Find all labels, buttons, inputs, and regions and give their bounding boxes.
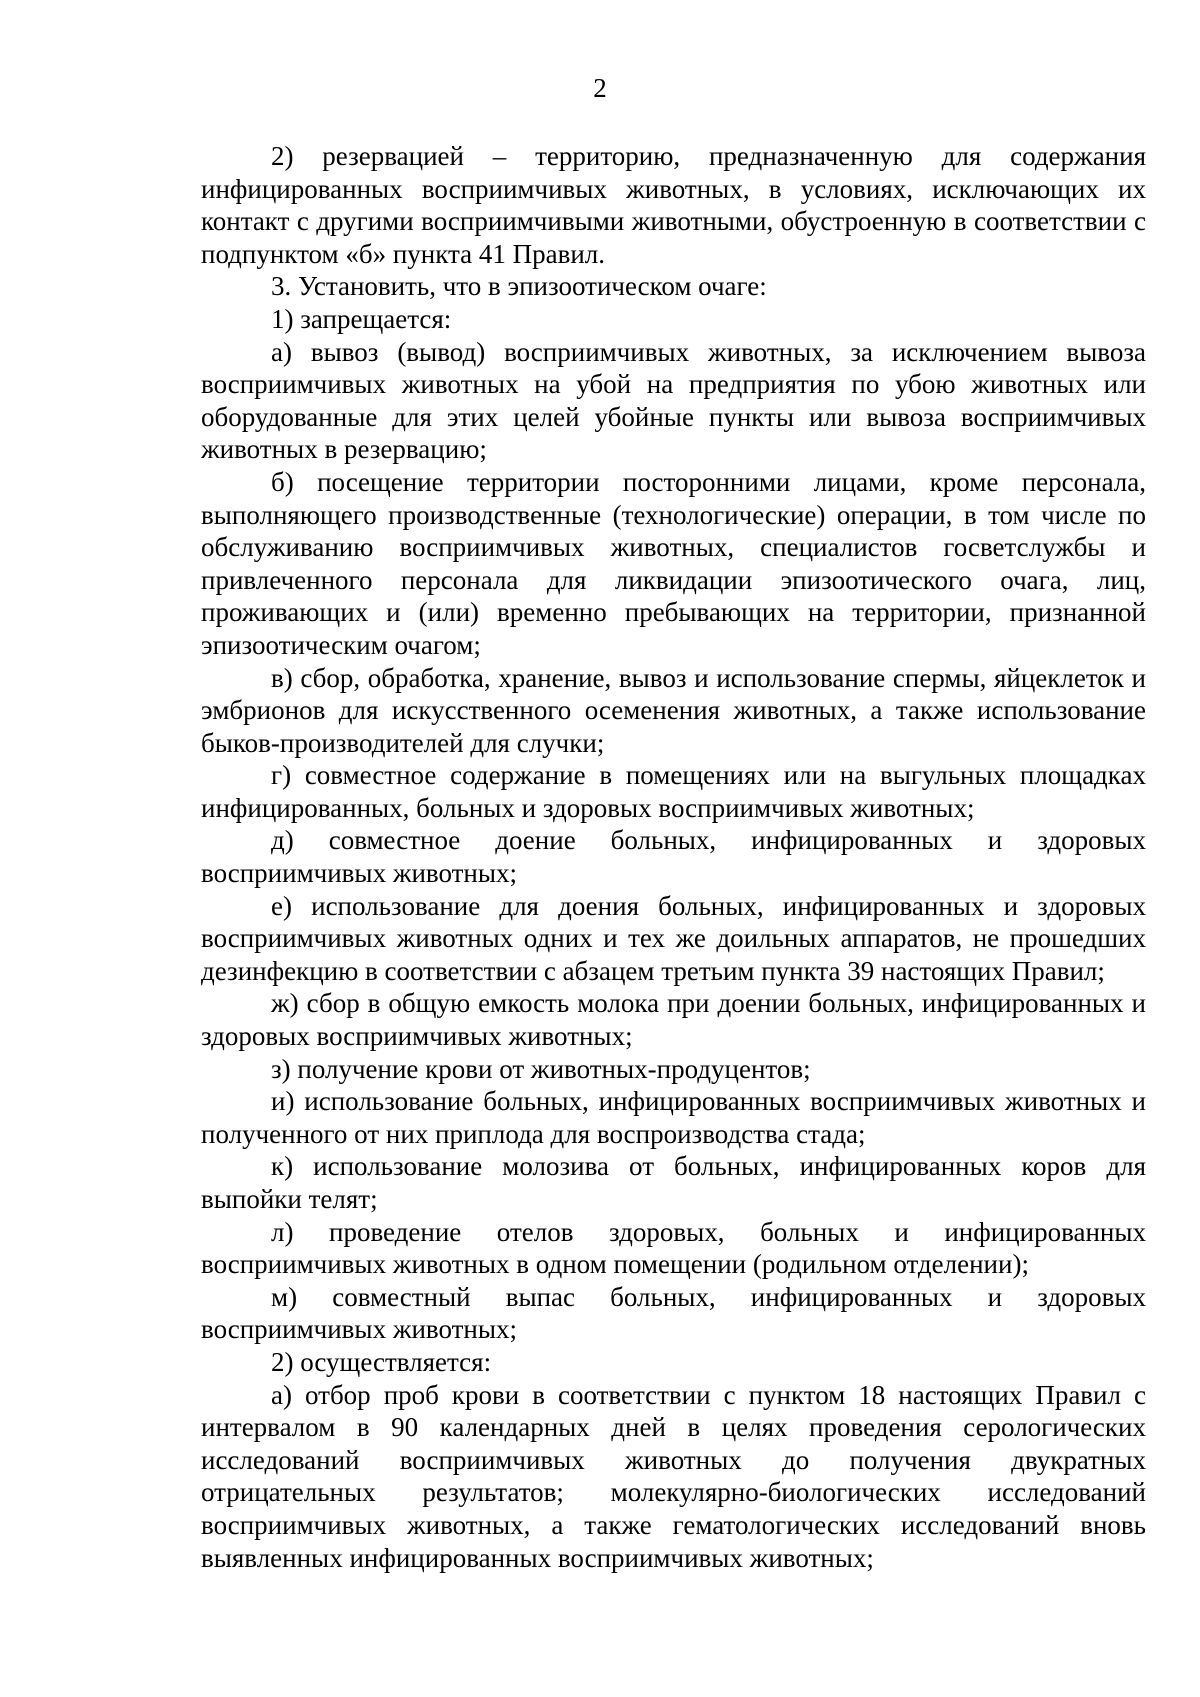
paragraph-reservation-definition: 2) резервацией – территорию, предназначенную для содержания инфицированных восприимчивых животных, в условиях, исключающих их контакт с другими восприимчивыми животными, обустроенную в соответствии с подпунктом «б» пункта 41 Правил. xyxy=(201,141,1146,269)
document-body xyxy=(201,140,1146,1574)
paragraph-subitem-d: д) совместное доение больных, инфицированных и здоровых восприимчивых животных; xyxy=(201,825,1146,889)
paragraph-performed-subitem-a: а) отбор проб крови в соответствии с пунктом 18 настоящих Правил с интервалом в 90 календарных дней в целях проведения серологических исследований восприимчивых животных до получения двукратных отрицательных результатов; молекулярно-биологических исследований восприимчивых животных, а также гематологических исследований вновь выявленных инфицированных восприимчивых животных; xyxy=(201,1379,1146,1573)
page-number: 2 xyxy=(593,73,607,103)
paragraph-subitem-zh: ж) сбор в общую емкость молока при доении больных, инфицированных и здоровых восприимчивых животных; xyxy=(201,988,1146,1052)
paragraph-subitem-k: к) использование молозива от больных, инфицированных коров для выпойки телят; xyxy=(201,1151,1146,1214)
paragraph-subitem-a: а) вывоз (вывод) восприимчивых животных, за исключением вывоза восприимчивых животных на убой на предприятия по убою животных или оборудованные для этих целей убойные пункты или вывоза восприимчивых животных в резервацию; xyxy=(201,336,1146,465)
paragraph-subitem-g: г) совместное содержание в помещениях или на выгульных площадках инфицированных, больных и здоровых восприимчивых животных; xyxy=(201,760,1146,823)
paragraph-performed-heading: 2) осуществляется: xyxy=(271,1346,492,1377)
paragraph-subitem-b: б) посещение территории посторонними лицами, кроме персонала, выполняющего производственные (технологические) операции, в том числе по обслуживанию восприимчивых животных, специалистов госветслужбы и привлеченного персонала для ликвидации эпизоотического очага, лиц, проживающих и (или) временно пребывающих на территории, признанной эпизоотическим очагом; xyxy=(201,466,1146,660)
paragraph-subitem-l: л) проведение отелов здоровых, больных и инфицированных восприимчивых животных в одном помещении (родильном отделении); xyxy=(201,1216,1146,1280)
paragraph-prohibited-heading: 1) запрещается: xyxy=(271,303,452,334)
paragraph-subitem-v: в) сбор, обработка, хранение, вывоз и использование спермы, яйцеклеток и эмбрионов для искусственного осеменения животных, а также использование быков-производителей для случки; xyxy=(201,662,1146,758)
paragraph-subitem-i: и) использование больных, инфицированных восприимчивых животных и полученного от них приплода для воспроизводства стада; xyxy=(201,1086,1146,1149)
paragraph-subitem-e: е) использование для доения больных, инфицированных и здоровых восприимчивых животных одних и тех же доильных аппаратов, не прошедших дезинфекцию в соответствии с абзацем третьим пункта 39 настоящих Правил; xyxy=(201,890,1146,986)
paragraph-subitem-z: з) получение крови от животных-продуцентов; xyxy=(271,1053,811,1084)
paragraph-item-3-heading: 3. Установить, что в эпизоотическом очаге: xyxy=(271,271,767,302)
paragraph-subitem-m: м) совместный выпас больных, инфицированных и здоровых восприимчивых животных; xyxy=(201,1281,1146,1345)
